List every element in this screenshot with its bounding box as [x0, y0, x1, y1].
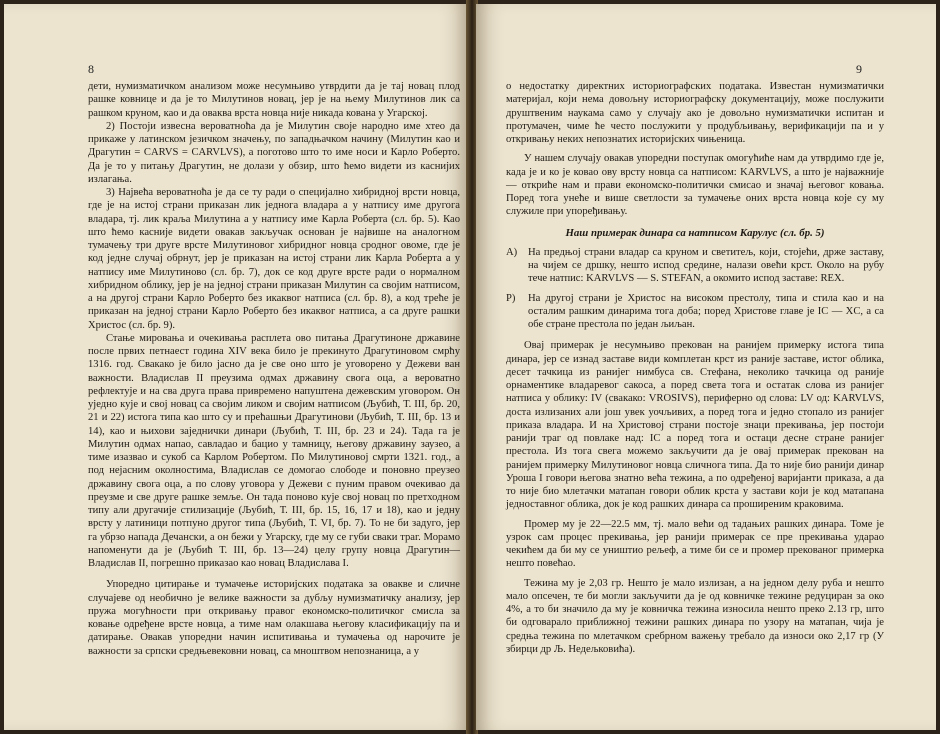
page-number: 9 — [856, 62, 862, 76]
item-text: На другој страни је Христос на високом престолу, типа и стила као и на осталим рашким динарима тога доба; поред Христове главе је IC — XC, а са обе стране престола по један љиљан. — [528, 292, 884, 330]
paragraph: У нашем случају овакав упоредни поступак омогућиће нам да утврдимо где је, када је и ко је ковао ову врсту новца са натписом: KARVLVS, а што је најважније — откриће нам и прави економско-политички смисао и значај његовог ковања. Поред тога унеће и више светлости за тумачење оних врста новца које су му служиле при упоређивању. — [506, 153, 884, 218]
paragraph: дети, нумизматичком анализом може несумњиво утврдити да је тај новац плод рашке ковнице и да је то Милутинов новац, јер је на њему Милутинов лик са рашком круном, као и да оваква врста новца није никада кована у Угарској. — [88, 81, 460, 119]
left-page-text — [88, 80, 460, 658]
item-label: Р) — [506, 292, 516, 304]
list-item — [506, 292, 884, 332]
item-text: На предњој страни владар са круном и светитељ, који, стојећи, држе заставу, на чијем се дршку, нешто испод средине, налази овећи крст. Около на рубу тече натпис: KARVLVS — S. STEFAN, а окомито испод заставе: REX. — [528, 246, 884, 285]
paragraph: Промер му је 22—22.5 мм, тј. мало већи од тадањих рашких динара. Томе је узрок сам процес прекивања, јер ранији примерак се пре прекивања ударао чекићем да би му се уништио рељеф, а тиме би се и промер прекованог примерка нешто повећао. — [506, 518, 884, 570]
right-page-text — [506, 80, 884, 656]
right-page — [476, 4, 936, 730]
paragraph: о недостатку директних историографских података. Известан нумизматички материјал, који нема довољну историографску документацију, може послужити друштвеним наукама само у случају ако је довољно нумизматички испитан и протумачен, чиме ће често послужити у продубљивању, верификацији па и у откривању неких непознатих историјских чињеница. — [506, 81, 884, 145]
paragraph: Стање мировања и очекивања расплета ово питања Драгутиноне државине после првих петнаест година XIV века било је прекинуто Драгутиновом смрћу 1316. год. Свакако је било јасно да је све оно што је уговорено у Дежеви ван важности. Владислав II преузима одмах државину свога оца, а вероватно рефлектује и на сва друга права привремено напуштена дежевским уговором. Он уједно кује и свој новац са својим ликом и својим натписом (Љубић, Т. III, бр. 20, 21 и 22) истога типа као што су и прећашњи Драгутинови (Љубић, Т. III, бр. 13 и 14), као и њихови заједнички динари (Љубић, Т. III, бр. 23 и 24). Тада га је Милутин одмах напао, савладао и бацио у тамницу, његову државину заузео, а тиме изазвао и сукоб са Карлом Робертом. По Милутиновој смрти 1321. год., а под нејасним околностима, Владислав се домогао слободе и поновно преузео државину свога оца, а по слову уговора у Дежеви с пуним правом очекивао да преузме и све друге рашке земље. Он тада поново кује свој новац по претходном типу али другачије стилизације (Љубић, Т. III, бр. 15, 16, 17 и 18), као и једну врсту у латиници потпуно другог типа (Љубић, Т. VI, бр. 7). То не би задуго, јер га убрзо напада Дечански, а он бежи у Угарску, где му се губи сваки траг. Морамо напоменути да је (Љубић Т. III, бр. 13—24) целу групу новца Драгутин—Владислав II, погрешно приказао као новац Владислава I. — [88, 332, 460, 569]
paragraph: 2) Постоји извесна вероватноћа да је Милутин своје народно име хтео да прикаже у латинском језичком значењу, по западњачком начину (Милутин као и Драгутин = CARVS = CARVLVS), а поготово што то име носи и Карло Роберто. Да је то у питању Драгутин, не долази у обзир, што ћемо видети из каснијих излагања. — [88, 120, 460, 185]
paragraph: Тежина му је 2,03 гр. Нешто је мало излизан, а на једном делу руба и нешто мало опсечен, те би могли закључити да је од ковничке тежине редуциран за око 4%, а то би значило да му је ковничка тежина износила нешто преко 2.13 гр, што би одговарало приближној тежини рашких динара по узору на матапан, чија је средња тежина по млетачком сребрном важењу требало да износи око 2,17 гр (У збирци др Љ. Недељковића). — [506, 577, 884, 655]
section-heading: Наш примерак динара са натписом Карулус (сл. бр. 5) — [565, 226, 825, 239]
list-item — [506, 246, 884, 286]
paragraph: Овај примерак је несумњиво прекован на ранијем примерку истога типа динара, јер се изнад заставе види комплетан крст из раније заставе, истог облика, десет тачкица из ранијег нимбуса св. Стефана, неколико тачкица од раније орнаментике владаревог сакоса, а поред света тога и остатак слова из ранијег натписа у облику: IV (свакако: VROSIVS), периферно од слова: LV од: KARVLVS, доста излизаних али још увек уочљивих, а поред тога и једно стопало из ранијег приказа владара. И на Христовој страни постоје знаци прекивања, јер постоји ранији траг од повлаке над: IC а поред тога и остаци десне стране ранијег престола. Из тога свега можемо закључити да је овај примерак прекован на ранијем примерку Милутиновог новца сличнога типа. Да то није био ранији динар Уроша I говори његова знатно већа тежина, а по одређеној варијанти приказа, а да то није био млетачки матапан говори облик крста у застави који је код матапана једноставног облика, док је код рашких динара са проширеним краковима. — [506, 340, 884, 511]
left-page — [4, 4, 468, 730]
page-number: 8 — [88, 62, 94, 76]
item-label: А) — [506, 246, 518, 258]
paragraph: Упоредно цитирање и тумачење историјских података за овакве и сличне случајеве од необично је велике важности за дубљу нумизматичку анализу, јер пружа могућности при откривању правог економско-политичког смисла за ковање одређене врсте новца, а тиме нам олакшава његову класификацију па и датирање. Овакав упоредни начин испитивања и тумачења од нарочите је важности за српски средњевековни новац, са мноштвом непознаница, а у — [88, 579, 460, 657]
paragraph: 3) Највећа вероватноћа је да се ту ради о специјално хибридној врсти новца, где је на истој страни приказан лик једнога владара а у натпису име другога владара, тј. лик краља Милутина а у натпису име Карла Роберта (сл. бр. 5). Као што ћемо касније видети овакав закључак основан је највише на аналогном тумачењу три друге врсте Милутиновог хибридног новца сродног овоме, где је код једне случај обрнут, јер је приказан на истој страни лик Карла Роберта а у натпису име Милутиново (сл. бр. 7), док се код друге врсте ради о нормалном хибридном облику, јер је на једној страни приказан Милутин са својим натписом, а на другој страни Карло Роберто без икаквог натписа (сл. бр. 8), а код треће је приказан на једној страни Карло Роберто без икаквог натписа, а са друге рашки Христос (сл. бр. 9). — [88, 187, 460, 331]
